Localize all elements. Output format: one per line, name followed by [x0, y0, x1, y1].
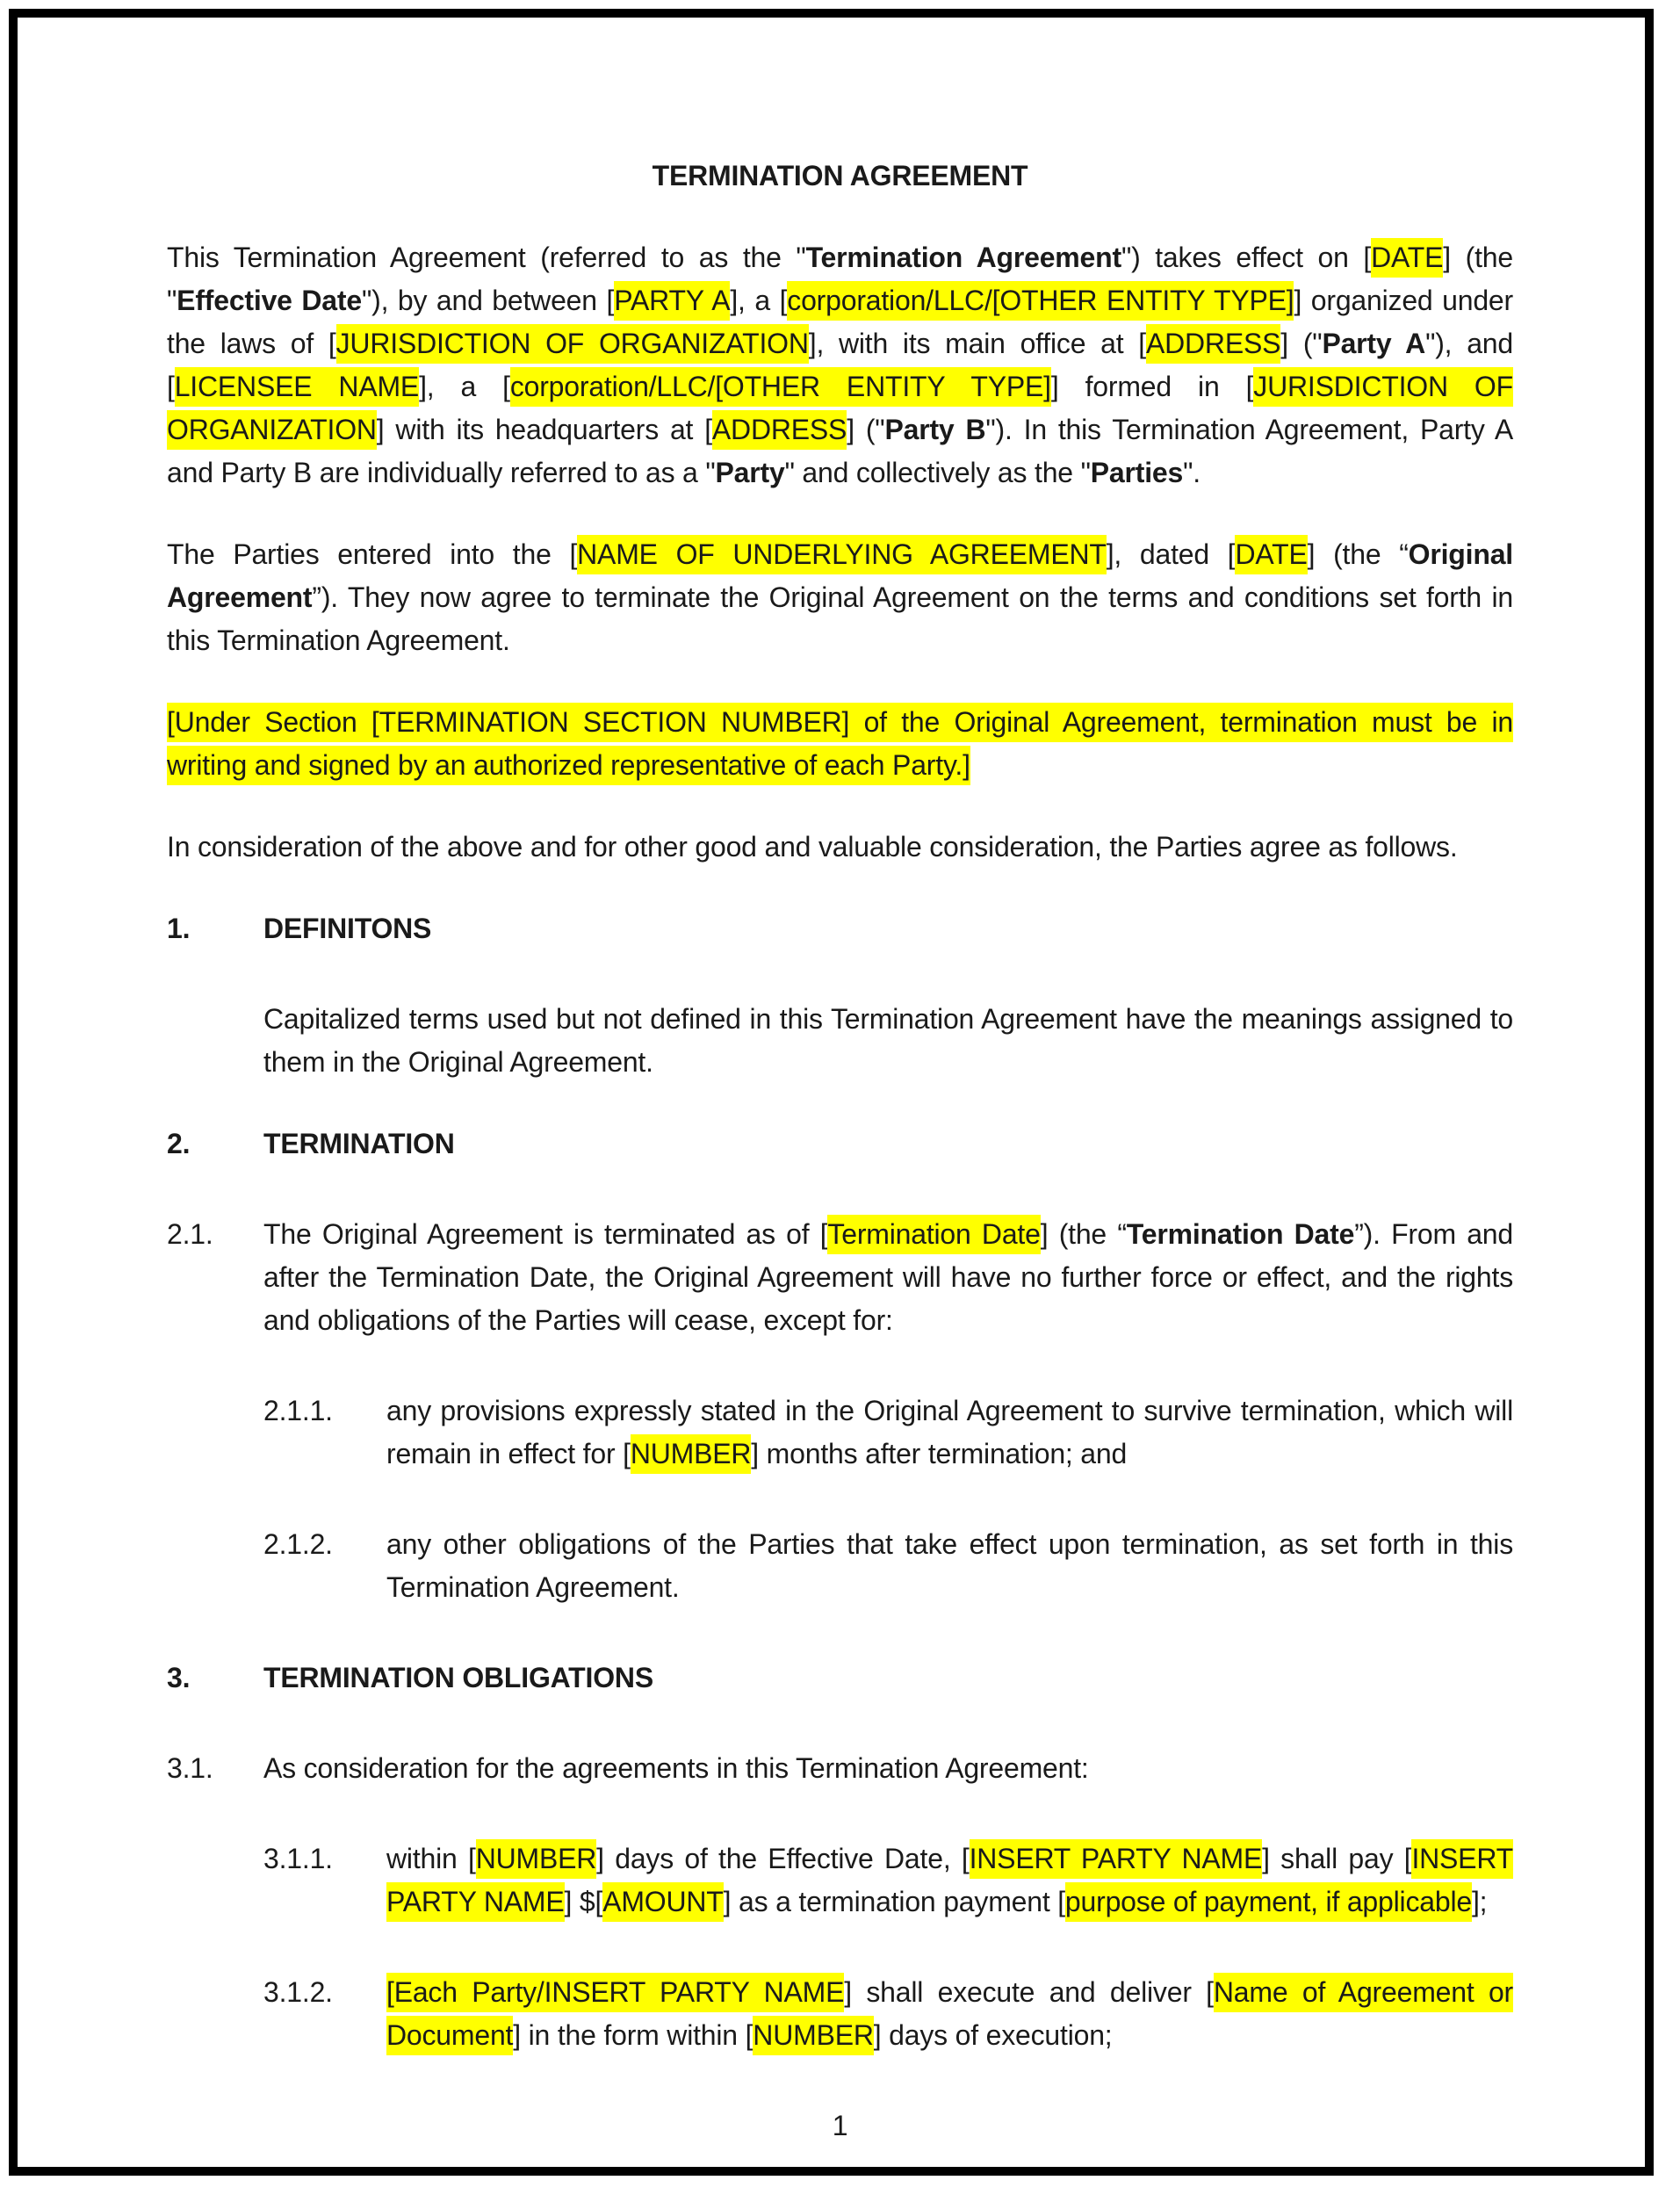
- document-paragraph: [167, 998, 1513, 1084]
- text-run: ".: [1183, 457, 1201, 488]
- text-run: ] (the “: [1307, 538, 1409, 570]
- document-page: [167, 0, 1513, 2148]
- highlighted-placeholder: ADDRESS: [712, 410, 847, 450]
- highlighted-placeholder: DATE: [1235, 535, 1307, 574]
- text-run: ];: [1471, 1886, 1488, 1917]
- highlighted-placeholder: purpose of payment, if applicable: [1065, 1882, 1472, 1922]
- text-run: ], a [: [419, 371, 510, 402]
- text-run: As consideration for the agreements in this Termination Agreement:: [263, 1752, 1089, 1784]
- text-run: any other obligations of the Parties that take effect upon termination, as set forth in this Termination Agreement.: [386, 1528, 1513, 1603]
- text-run: ] organized under the laws of [: [167, 285, 1513, 359]
- text-run: TERMINATION: [263, 1128, 455, 1159]
- text-run: ] shall execute and deliver [: [844, 1976, 1214, 2008]
- text-run: ] days of execution;: [873, 2019, 1113, 2051]
- page-number: 1: [832, 2110, 848, 2141]
- text-run: ] (the ": [167, 242, 1513, 316]
- highlighted-placeholder: Name of Agreement or Document: [386, 1973, 1513, 2055]
- text-run: ] (": [847, 414, 885, 445]
- highlighted-placeholder: INSERT PARTY NAME: [386, 1839, 1513, 1922]
- section-number: 3.1.1.: [263, 1843, 333, 1874]
- text-run: "). In this Termination Agreement, Party A and Party B are individually referred to as a ": [167, 414, 1513, 488]
- text-run: Party: [715, 457, 785, 488]
- highlighted-placeholder: [Under Section [TERMINATION SECTION NUMBER] of the Original Agreement, termination must be in writing and signed by an authorized representative of each Party.]: [167, 703, 1513, 785]
- section-number: 3.1.2.: [263, 1976, 333, 2008]
- highlighted-placeholder: ADDRESS: [1146, 324, 1280, 364]
- text-run: ] shall pay [: [1262, 1843, 1412, 1874]
- document-paragraph: [167, 1390, 1513, 1476]
- highlighted-placeholder: NAME OF UNDERLYING AGREEMENT: [577, 535, 1107, 574]
- document-paragraph: [167, 1837, 1513, 1924]
- highlighted-placeholder: [Each Party/INSERT PARTY NAME: [386, 1973, 844, 2012]
- section-number: 3.1.: [167, 1752, 213, 1784]
- text-run: Party B: [884, 414, 986, 445]
- highlighted-placeholder: NUMBER: [631, 1434, 751, 1474]
- text-run: ] days of the Effective Date, [: [596, 1843, 970, 1874]
- text-run: ] months after termination; and: [751, 1438, 1128, 1469]
- section-number: 2.: [167, 1128, 191, 1159]
- document-paragraph: [167, 701, 1513, 787]
- section-number: 2.1.2.: [263, 1528, 333, 1560]
- text-run: Termination Date: [1126, 1218, 1355, 1250]
- text-run: ") takes effect on [: [1121, 242, 1372, 273]
- document-paragraph: [167, 1213, 1513, 1342]
- text-run: ] in the form within [: [513, 2019, 753, 2051]
- highlighted-placeholder: INSERT PARTY NAME: [970, 1839, 1263, 1879]
- text-run: ”). From and after the Termination Date, the Original Agreement will have no further force or effect, and the rights and obligations of the Parties will cease, except for:: [263, 1218, 1514, 1336]
- section-heading: [167, 1657, 1513, 1700]
- document-title: TERMINATION AGREEMENT: [652, 160, 1028, 191]
- text-run: ] as a termination payment [: [723, 1886, 1065, 1917]
- highlighted-placeholder: Termination Date: [827, 1215, 1040, 1254]
- text-run: "), by and between [: [361, 285, 615, 316]
- text-run: TERMINATION OBLIGATIONS: [263, 1662, 653, 1693]
- text-run: ] (": [1280, 328, 1323, 359]
- text-run: "), and [: [167, 328, 1514, 402]
- document-paragraph: [167, 826, 1513, 869]
- document-body: [167, 236, 1513, 2057]
- text-run: Parties: [1090, 457, 1184, 488]
- section-number: 1.: [167, 913, 191, 944]
- highlighted-placeholder: JURISDICTION OF ORGANIZATION: [336, 324, 809, 364]
- section-heading: [167, 907, 1513, 950]
- text-run: ] (the “: [1040, 1218, 1127, 1250]
- highlighted-placeholder: NUMBER: [476, 1839, 596, 1879]
- text-run: ], dated [: [1106, 538, 1236, 570]
- text-run: ”). They now agree to terminate the Original Agreement on the terms and conditions set forth in this Termination Agreement.: [167, 581, 1513, 656]
- text-run: " and collectively as the ": [784, 457, 1091, 488]
- text-run: ], with its main office at [: [808, 328, 1146, 359]
- highlighted-placeholder: corporation/LLC/[OTHER ENTITY TYPE]: [510, 367, 1051, 407]
- text-run: Termination Agreement: [805, 242, 1121, 273]
- highlighted-placeholder: JURISDICTION OF ORGANIZATION: [167, 367, 1513, 450]
- section-heading: [167, 1123, 1513, 1166]
- document-paragraph: [167, 236, 1513, 495]
- section-number: 2.1.1.: [263, 1395, 333, 1426]
- highlighted-placeholder: DATE: [1371, 238, 1443, 278]
- highlighted-placeholder: LICENSEE NAME: [175, 367, 419, 407]
- document-paragraph: [167, 533, 1513, 662]
- text-run: The Original Agreement is terminated as of [: [263, 1218, 828, 1250]
- text-run: ] formed in [: [1050, 371, 1254, 402]
- highlighted-placeholder: PARTY A: [614, 281, 730, 321]
- text-run: ] with its headquarters at [: [376, 414, 712, 445]
- text-run: Effective Date: [177, 285, 362, 316]
- text-run: Original Agreement: [167, 538, 1513, 613]
- text-run: The Parties entered into the [: [167, 538, 578, 570]
- highlighted-placeholder: corporation/LLC/[OTHER ENTITY TYPE]: [787, 281, 1294, 321]
- document-paragraph: [167, 1747, 1513, 1790]
- document-paragraph: [167, 1971, 1513, 2057]
- highlighted-placeholder: NUMBER: [753, 2016, 873, 2055]
- text-run: any provisions expressly stated in the Original Agreement to survive termination, which will remain in effect for [: [386, 1395, 1513, 1469]
- text-run: within [: [386, 1843, 476, 1874]
- text-run: ] $[: [564, 1886, 603, 1917]
- text-run: Party A: [1322, 328, 1426, 359]
- section-number: 3.: [167, 1662, 191, 1693]
- text-run: Capitalized terms used but not defined in this Termination Agreement have the meanings assigned to them in the Original Agreement.: [263, 1003, 1513, 1078]
- document-paragraph: [167, 1523, 1513, 1609]
- highlighted-placeholder: AMOUNT: [602, 1882, 723, 1922]
- text-run: This Termination Agreement (referred to as the ": [167, 242, 806, 273]
- section-number: 2.1.: [167, 1218, 213, 1250]
- text-run: ], a [: [730, 285, 788, 316]
- text-run: In consideration of the above and for other good and valuable consideration, the Parties agree as follows.: [167, 831, 1458, 863]
- text-run: DEFINITONS: [263, 913, 432, 944]
